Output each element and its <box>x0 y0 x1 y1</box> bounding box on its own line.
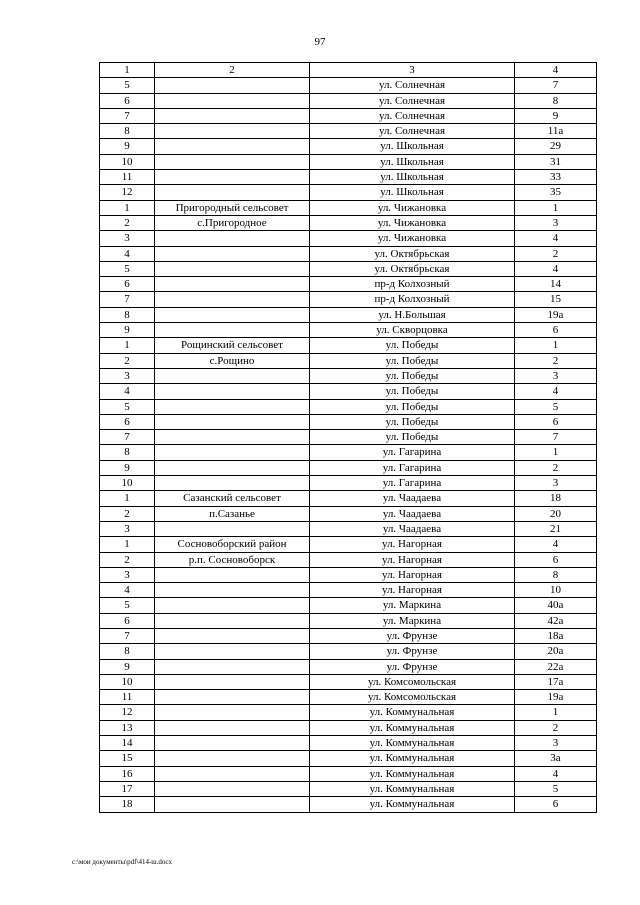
region-cell <box>155 307 310 322</box>
region-cell <box>155 368 310 383</box>
region-cell <box>155 766 310 781</box>
house-number-cell: 9 <box>515 108 597 123</box>
street-cell: ул. Октябрьская <box>310 261 515 276</box>
house-number-cell: 18 <box>515 491 597 506</box>
region-cell <box>155 521 310 536</box>
row-number-cell: 9 <box>100 659 155 674</box>
street-cell: ул. Школьная <box>310 154 515 169</box>
row-number-cell: 12 <box>100 185 155 200</box>
region-cell <box>155 323 310 338</box>
region-cell: п.Сазанье <box>155 506 310 521</box>
house-number-cell: 15 <box>515 292 597 307</box>
house-number-cell: 20а <box>515 644 597 659</box>
region-cell <box>155 277 310 292</box>
table-row <box>100 705 597 720</box>
house-number-cell: 4 <box>515 384 597 399</box>
row-number-cell: 18 <box>100 797 155 812</box>
table-row <box>100 751 597 766</box>
row-number-cell: 7 <box>100 292 155 307</box>
street-cell: ул. Победы <box>310 384 515 399</box>
table-row <box>100 430 597 445</box>
region-cell <box>155 720 310 735</box>
header-col-3: 3 <box>310 63 515 78</box>
street-cell: ул. Фрунзе <box>310 659 515 674</box>
header-col-1: 1 <box>100 63 155 78</box>
region-cell <box>155 705 310 720</box>
house-number-cell: 8 <box>515 93 597 108</box>
region-cell <box>155 583 310 598</box>
table-row <box>100 93 597 108</box>
table-row <box>100 628 597 643</box>
table-row <box>100 414 597 429</box>
table-row <box>100 521 597 536</box>
row-number-cell: 9 <box>100 460 155 475</box>
row-number-cell: 3 <box>100 521 155 536</box>
house-number-cell: 2 <box>515 246 597 261</box>
row-number-cell: 13 <box>100 720 155 735</box>
table-row <box>100 307 597 322</box>
region-cell: с.Пригородное <box>155 215 310 230</box>
street-cell: ул. Фрунзе <box>310 644 515 659</box>
street-cell: ул. Нагорная <box>310 537 515 552</box>
region-cell <box>155 567 310 582</box>
street-cell: ул. Победы <box>310 430 515 445</box>
street-cell: ул. Нагорная <box>310 567 515 582</box>
row-number-cell: 6 <box>100 93 155 108</box>
row-number-cell: 9 <box>100 323 155 338</box>
house-number-cell: 3 <box>515 215 597 230</box>
row-number-cell: 4 <box>100 384 155 399</box>
table-row <box>100 323 597 338</box>
region-cell <box>155 170 310 185</box>
row-number-cell: 1 <box>100 338 155 353</box>
table-row <box>100 399 597 414</box>
house-number-cell: 33 <box>515 170 597 185</box>
region-cell <box>155 690 310 705</box>
street-cell: ул. Чижановка <box>310 200 515 215</box>
house-number-cell: 3 <box>515 368 597 383</box>
region-cell <box>155 384 310 399</box>
row-number-cell: 3 <box>100 231 155 246</box>
table-row <box>100 644 597 659</box>
table-row <box>100 736 597 751</box>
region-cell: Рощинский сельсовет <box>155 338 310 353</box>
house-number-cell: 1 <box>515 705 597 720</box>
region-cell <box>155 154 310 169</box>
region-cell <box>155 598 310 613</box>
row-number-cell: 5 <box>100 598 155 613</box>
region-cell <box>155 93 310 108</box>
street-cell: ул. Коммунальная <box>310 766 515 781</box>
table-row <box>100 720 597 735</box>
row-number-cell: 1 <box>100 491 155 506</box>
region-cell: Пригородный сельсовет <box>155 200 310 215</box>
table-row <box>100 445 597 460</box>
street-cell: ул. Победы <box>310 399 515 414</box>
address-table <box>99 62 597 813</box>
region-cell: Сосновоборский район <box>155 537 310 552</box>
footer-file-path: c:\мои документы\pdf\414-ш.docx <box>72 858 173 866</box>
region-cell <box>155 460 310 475</box>
region-cell <box>155 414 310 429</box>
row-number-cell: 10 <box>100 674 155 689</box>
region-cell <box>155 185 310 200</box>
table-row <box>100 567 597 582</box>
row-number-cell: 5 <box>100 78 155 93</box>
row-number-cell: 14 <box>100 736 155 751</box>
house-number-cell: 22а <box>515 659 597 674</box>
table-row <box>100 368 597 383</box>
house-number-cell: 18а <box>515 628 597 643</box>
table-row <box>100 674 597 689</box>
row-number-cell: 17 <box>100 781 155 796</box>
row-number-cell: 1 <box>100 200 155 215</box>
house-number-cell: 2 <box>515 353 597 368</box>
region-cell <box>155 476 310 491</box>
row-number-cell: 11 <box>100 690 155 705</box>
region-cell <box>155 781 310 796</box>
street-cell: ул. Школьная <box>310 139 515 154</box>
region-cell <box>155 628 310 643</box>
row-number-cell: 9 <box>100 139 155 154</box>
region-cell: Сазанский сельсовет <box>155 491 310 506</box>
house-number-cell: 6 <box>515 552 597 567</box>
street-cell: ул. Гагарина <box>310 476 515 491</box>
house-number-cell: 42а <box>515 613 597 628</box>
table-row <box>100 78 597 93</box>
street-cell: ул. Коммунальная <box>310 797 515 812</box>
house-number-cell: 6 <box>515 797 597 812</box>
house-number-cell: 1 <box>515 200 597 215</box>
house-number-cell: 6 <box>515 323 597 338</box>
table-row <box>100 154 597 169</box>
house-number-cell: 2 <box>515 460 597 475</box>
region-cell <box>155 261 310 276</box>
house-number-cell: 4 <box>515 537 597 552</box>
row-number-cell: 16 <box>100 766 155 781</box>
house-number-cell: 20 <box>515 506 597 521</box>
house-number-cell: 19а <box>515 307 597 322</box>
row-number-cell: 2 <box>100 353 155 368</box>
table-row <box>100 583 597 598</box>
house-number-cell: 7 <box>515 78 597 93</box>
table-row <box>100 797 597 812</box>
house-number-cell: 14 <box>515 277 597 292</box>
house-number-cell: 29 <box>515 139 597 154</box>
street-cell: ул. Солнечная <box>310 108 515 123</box>
region-cell <box>155 430 310 445</box>
row-number-cell: 7 <box>100 628 155 643</box>
table-row <box>100 690 597 705</box>
table-row <box>100 781 597 796</box>
region-cell <box>155 797 310 812</box>
house-number-cell: 19а <box>515 690 597 705</box>
house-number-cell: 4 <box>515 766 597 781</box>
street-cell: ул. Нагорная <box>310 552 515 567</box>
house-number-cell: 21 <box>515 521 597 536</box>
table-row <box>100 261 597 276</box>
street-cell: ул. Чаадаева <box>310 506 515 521</box>
region-cell <box>155 751 310 766</box>
page-number: 97 <box>314 36 326 48</box>
row-number-cell: 2 <box>100 215 155 230</box>
row-number-cell: 8 <box>100 445 155 460</box>
house-number-cell: 35 <box>515 185 597 200</box>
street-cell: ул. Победы <box>310 353 515 368</box>
house-number-cell: 4 <box>515 231 597 246</box>
street-cell: ул. Победы <box>310 338 515 353</box>
house-number-cell: 5 <box>515 781 597 796</box>
region-cell <box>155 231 310 246</box>
row-number-cell: 15 <box>100 751 155 766</box>
row-number-cell: 6 <box>100 414 155 429</box>
street-cell: ул. Чаадаева <box>310 491 515 506</box>
street-cell: ул. Гагарина <box>310 460 515 475</box>
row-number-cell: 4 <box>100 246 155 261</box>
region-cell <box>155 108 310 123</box>
table-row <box>100 598 597 613</box>
street-cell: ул. Маркина <box>310 613 515 628</box>
street-cell: ул. Скворцовка <box>310 323 515 338</box>
table-row <box>100 246 597 261</box>
house-number-cell: 7 <box>515 430 597 445</box>
row-number-cell: 7 <box>100 108 155 123</box>
street-cell: ул. Чаадаева <box>310 521 515 536</box>
street-cell: ул. Маркина <box>310 598 515 613</box>
table-row <box>100 200 597 215</box>
row-number-cell: 6 <box>100 277 155 292</box>
row-number-cell: 7 <box>100 430 155 445</box>
table-row <box>100 476 597 491</box>
table-row <box>100 353 597 368</box>
table-row <box>100 552 597 567</box>
table-header-row <box>100 63 597 78</box>
table-row <box>100 613 597 628</box>
row-number-cell: 10 <box>100 476 155 491</box>
street-cell: пр-д Колхозный <box>310 292 515 307</box>
house-number-cell: 4 <box>515 261 597 276</box>
row-number-cell: 1 <box>100 537 155 552</box>
street-cell: ул. Н.Большая <box>310 307 515 322</box>
street-cell: ул. Гагарина <box>310 445 515 460</box>
street-cell: ул. Чижановка <box>310 231 515 246</box>
table-row <box>100 491 597 506</box>
region-cell <box>155 78 310 93</box>
street-cell: ул. Победы <box>310 368 515 383</box>
house-number-cell: 3 <box>515 736 597 751</box>
street-cell: ул. Коммунальная <box>310 751 515 766</box>
region-cell: с.Рощино <box>155 353 310 368</box>
table-row <box>100 185 597 200</box>
street-cell: ул. Чижановка <box>310 215 515 230</box>
street-cell: ул. Солнечная <box>310 93 515 108</box>
house-number-cell: 10 <box>515 583 597 598</box>
street-cell: ул. Солнечная <box>310 78 515 93</box>
table-row <box>100 659 597 674</box>
house-number-cell: 11а <box>515 124 597 139</box>
table-row <box>100 108 597 123</box>
house-number-cell: 5 <box>515 399 597 414</box>
house-number-cell: 6 <box>515 414 597 429</box>
street-cell: пр-д Колхозный <box>310 277 515 292</box>
table-row <box>100 215 597 230</box>
table-row <box>100 231 597 246</box>
house-number-cell: 40а <box>515 598 597 613</box>
table-body <box>100 63 597 813</box>
row-number-cell: 4 <box>100 583 155 598</box>
table-row <box>100 460 597 475</box>
house-number-cell: 1 <box>515 338 597 353</box>
row-number-cell: 12 <box>100 705 155 720</box>
street-cell: ул. Солнечная <box>310 124 515 139</box>
row-number-cell: 2 <box>100 552 155 567</box>
row-number-cell: 8 <box>100 124 155 139</box>
table-row <box>100 139 597 154</box>
house-number-cell: 1 <box>515 445 597 460</box>
row-number-cell: 5 <box>100 261 155 276</box>
region-cell <box>155 246 310 261</box>
street-cell: ул. Фрунзе <box>310 628 515 643</box>
house-number-cell: 17а <box>515 674 597 689</box>
row-number-cell: 8 <box>100 644 155 659</box>
table-row <box>100 170 597 185</box>
region-cell <box>155 659 310 674</box>
street-cell: ул. Комсомольская <box>310 690 515 705</box>
table-row <box>100 124 597 139</box>
row-number-cell: 11 <box>100 170 155 185</box>
region-cell <box>155 445 310 460</box>
region-cell <box>155 674 310 689</box>
table-row <box>100 277 597 292</box>
row-number-cell: 8 <box>100 307 155 322</box>
house-number-cell: 2 <box>515 720 597 735</box>
region-cell <box>155 613 310 628</box>
row-number-cell: 2 <box>100 506 155 521</box>
house-number-cell: 31 <box>515 154 597 169</box>
region-cell <box>155 644 310 659</box>
header-col-4: 4 <box>515 63 597 78</box>
region-cell <box>155 139 310 154</box>
row-number-cell: 3 <box>100 567 155 582</box>
street-cell: ул. Коммунальная <box>310 736 515 751</box>
street-cell: ул. Победы <box>310 414 515 429</box>
street-cell: ул. Школьная <box>310 185 515 200</box>
table-row <box>100 338 597 353</box>
house-number-cell: 3 <box>515 476 597 491</box>
street-cell: ул. Нагорная <box>310 583 515 598</box>
row-number-cell: 5 <box>100 399 155 414</box>
street-cell: ул. Коммунальная <box>310 781 515 796</box>
region-cell <box>155 736 310 751</box>
street-cell: ул. Школьная <box>310 170 515 185</box>
street-cell: ул. Коммунальная <box>310 720 515 735</box>
table-row <box>100 384 597 399</box>
table-row <box>100 292 597 307</box>
header-col-2: 2 <box>155 63 310 78</box>
region-cell <box>155 399 310 414</box>
street-cell: ул. Октябрьская <box>310 246 515 261</box>
row-number-cell: 6 <box>100 613 155 628</box>
house-number-cell: 3а <box>515 751 597 766</box>
region-cell <box>155 124 310 139</box>
table-row <box>100 537 597 552</box>
table-row <box>100 766 597 781</box>
house-number-cell: 8 <box>515 567 597 582</box>
row-number-cell: 10 <box>100 154 155 169</box>
row-number-cell: 3 <box>100 368 155 383</box>
street-cell: ул. Коммунальная <box>310 705 515 720</box>
region-cell: р.п. Сосновоборск <box>155 552 310 567</box>
street-cell: ул. Комсомольская <box>310 674 515 689</box>
region-cell <box>155 292 310 307</box>
table-row <box>100 506 597 521</box>
